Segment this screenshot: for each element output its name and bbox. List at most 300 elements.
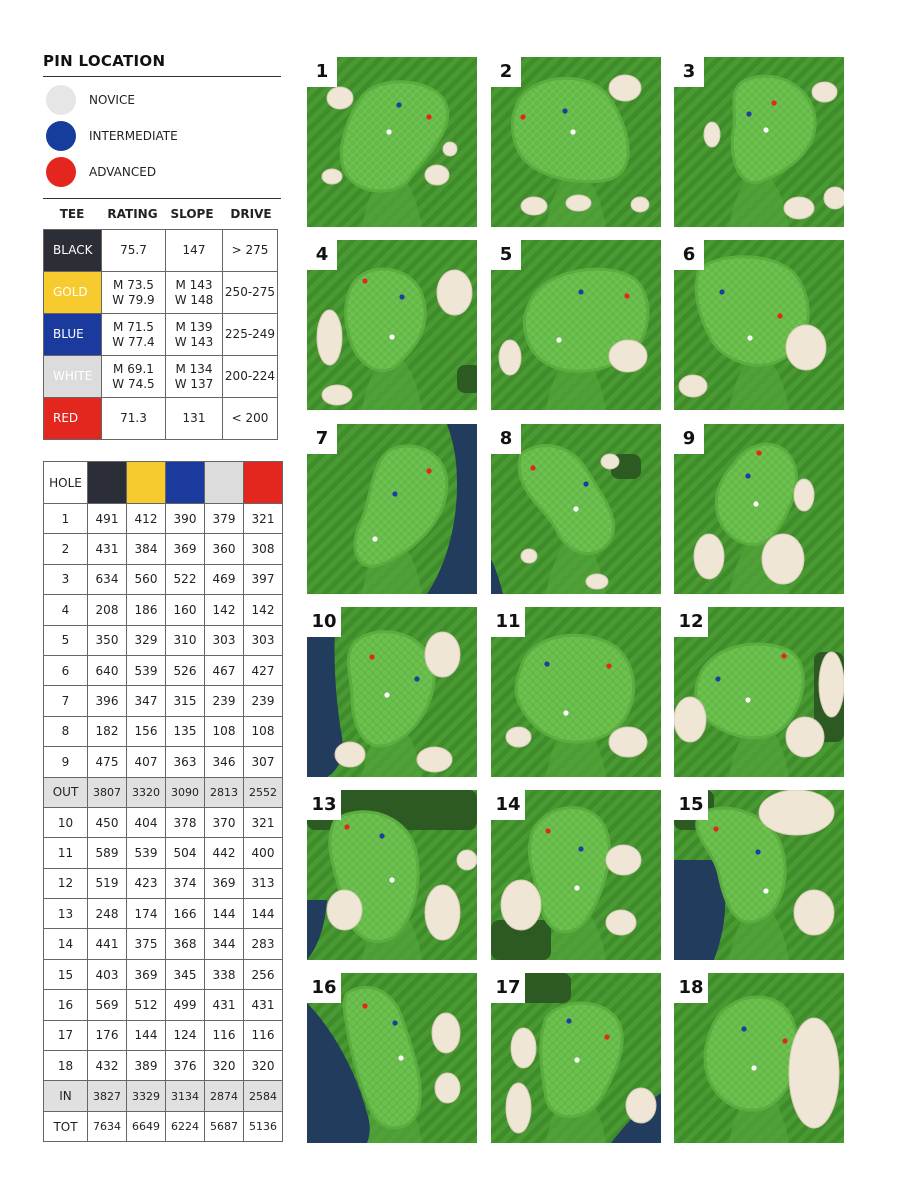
hole-number-label: 5 (491, 240, 521, 270)
hole-header-cell: HOLE (44, 462, 88, 504)
advanced-pin-marker (713, 826, 718, 831)
novice-pin-marker (389, 334, 394, 339)
yardage-cell: 569 (88, 990, 127, 1020)
hole-row (44, 838, 283, 868)
hole-number-label: 10 (307, 607, 341, 637)
yardage-cell: 344 (205, 929, 244, 959)
yardage-cell: 313 (244, 868, 283, 898)
hole-number-label: 12 (674, 607, 708, 637)
hole-row (44, 990, 283, 1020)
tee-row-white (44, 356, 278, 398)
hole-diagram-11 (491, 607, 661, 777)
hole-number-cell: 14 (44, 929, 88, 959)
hole-number-cell: 12 (44, 868, 88, 898)
hole-diagram-13 (307, 790, 477, 960)
hole-number-cell: 15 (44, 959, 88, 989)
novice-pin-marker (751, 1065, 756, 1070)
yardage-cell: 431 (244, 990, 283, 1020)
yardage-cell: 363 (166, 747, 205, 777)
hole-number-cell: 7 (44, 686, 88, 716)
novice-pin-marker (398, 1055, 403, 1060)
yardage-cell: 499 (166, 990, 205, 1020)
novice-pin-marker (372, 536, 377, 541)
tee-row-red (44, 398, 278, 440)
rating-cell (102, 230, 166, 272)
rating-value-women: W 79.9 (112, 292, 155, 307)
hole-number-cell: OUT (44, 777, 88, 807)
tee-name-cell: RED (44, 398, 102, 440)
intermediate-pin-marker (719, 289, 724, 294)
intermediate-pin-marker (544, 661, 549, 666)
tee-row-black (44, 230, 278, 272)
yardage-cell: 144 (244, 899, 283, 929)
yardage-cell: 589 (88, 838, 127, 868)
hole-row (44, 504, 283, 534)
tee-color-swatch (127, 462, 166, 504)
yardage-cell: 116 (205, 1020, 244, 1050)
hole-number-label: 9 (674, 424, 704, 454)
intermediate-pin-marker (379, 833, 384, 838)
scorecard-table (43, 461, 283, 1142)
hole-row (44, 899, 283, 929)
yardage-cell: 256 (244, 959, 283, 989)
yardage-cell: 142 (244, 595, 283, 625)
yardage-cell: 142 (205, 595, 244, 625)
novice-pin-marker (763, 888, 768, 893)
hole-number-label: 11 (491, 607, 525, 637)
yardage-cell: 3134 (166, 1081, 205, 1111)
intermediate-pin-marker (746, 111, 751, 116)
advanced-pin-marker (756, 450, 761, 455)
hole-row (44, 959, 283, 989)
yardage-cell: 239 (205, 686, 244, 716)
hole-diagram-18 (674, 973, 844, 1143)
hole-diagram-5 (491, 240, 661, 410)
novice-pin-marker (753, 501, 758, 506)
yardage-cell: 116 (244, 1020, 283, 1050)
hole-row (44, 747, 283, 777)
drive-cell: > 275 (223, 230, 278, 272)
slope-value-women: W 137 (174, 376, 214, 391)
yardage-cell: 634 (88, 564, 127, 594)
yardage-cell: 3329 (127, 1081, 166, 1111)
yardage-cell: 369 (127, 959, 166, 989)
novice-pin-marker (384, 692, 389, 697)
yardage-cell: 378 (166, 807, 205, 837)
hole-number-cell: 17 (44, 1020, 88, 1050)
legend-label-advanced: ADVANCED (89, 165, 157, 179)
advanced-pin-marker (604, 1034, 609, 1039)
yardage-cell: 248 (88, 899, 127, 929)
rating-value: 75.7 (120, 243, 147, 257)
hole-number-cell: 1 (44, 504, 88, 534)
advanced-pin-marker (782, 1038, 787, 1043)
legend-advanced (46, 157, 156, 187)
yardage-cell: 469 (205, 564, 244, 594)
hole-number-label: 15 (674, 790, 708, 820)
scorecard-header-row (44, 462, 283, 504)
hole-number-cell: 16 (44, 990, 88, 1020)
tee-row-gold (44, 272, 278, 314)
intermediate-pin-marker (715, 676, 720, 681)
drive-cell: < 200 (223, 398, 278, 440)
advanced-pin-marker (426, 468, 431, 473)
yardage-cell: 376 (166, 1051, 205, 1081)
hole-row (44, 534, 283, 564)
yardage-cell: 5136 (244, 1111, 283, 1141)
yardage-cell: 3090 (166, 777, 205, 807)
advanced-pin-dot (46, 157, 76, 187)
hole-number-label: 13 (307, 790, 341, 820)
hole-diagram-14 (491, 790, 661, 960)
advanced-pin-marker (545, 828, 550, 833)
yardage-cell: 6649 (127, 1111, 166, 1141)
novice-pin-marker (573, 506, 578, 511)
legend-label-novice: NOVICE (89, 93, 135, 107)
slope-cell (166, 230, 223, 272)
tee-name-cell: BLUE (44, 314, 102, 356)
hole-row (44, 868, 283, 898)
header-slope: SLOPE (170, 207, 214, 221)
yardage-cell: 108 (244, 716, 283, 746)
advanced-pin-marker (520, 114, 525, 119)
yardage-cell: 2552 (244, 777, 283, 807)
hole-number-label: 16 (307, 973, 341, 1003)
yardage-cell: 3827 (88, 1081, 127, 1111)
advanced-pin-marker (369, 654, 374, 659)
yardage-cell: 124 (166, 1020, 205, 1050)
yardage-cell: 320 (244, 1051, 283, 1081)
intermediate-pin-marker (399, 294, 404, 299)
yardage-cell: 208 (88, 595, 127, 625)
yardage-cell: 345 (166, 959, 205, 989)
advanced-pin-marker (624, 293, 629, 298)
title-divider (43, 76, 281, 77)
yardage-cell: 283 (244, 929, 283, 959)
summary-row (44, 777, 283, 807)
hole-number-label: 1 (307, 57, 337, 87)
rating-cell (102, 356, 166, 398)
hole-number-cell: 9 (44, 747, 88, 777)
slope-value: 147 (182, 243, 206, 257)
hole-diagram-15 (674, 790, 844, 960)
hole-number-cell: 11 (44, 838, 88, 868)
yardage-cell: 400 (244, 838, 283, 868)
yardage-cell: 321 (244, 807, 283, 837)
yardage-cell: 329 (127, 625, 166, 655)
novice-pin-marker (570, 129, 575, 134)
yardage-cell: 6224 (166, 1111, 205, 1141)
intermediate-pin-marker (583, 481, 588, 486)
tee-name-cell: WHITE (44, 356, 102, 398)
intermediate-pin-marker (392, 1020, 397, 1025)
yardage-cell: 307 (244, 747, 283, 777)
novice-pin-marker (574, 1057, 579, 1062)
rating-value: M 71.5 (113, 319, 154, 334)
yardage-cell: 5687 (205, 1111, 244, 1141)
rating-value: M 69.1 (113, 361, 154, 376)
total-row (44, 1111, 283, 1141)
rating-cell (102, 272, 166, 314)
tee-color-swatch (88, 462, 127, 504)
yardage-cell: 431 (205, 990, 244, 1020)
header-drive: DRIVE (230, 207, 272, 221)
yardage-cell: 384 (127, 534, 166, 564)
hole-number-label: 3 (674, 57, 704, 87)
hole-diagram-10 (307, 607, 477, 777)
novice-pin-marker (389, 877, 394, 882)
rating-cell (102, 398, 166, 440)
yardage-cell: 404 (127, 807, 166, 837)
yardage-cell: 491 (88, 504, 127, 534)
rating-cell (102, 314, 166, 356)
slope-value: 131 (182, 411, 206, 425)
intermediate-pin-marker (745, 473, 750, 478)
yardage-cell: 135 (166, 716, 205, 746)
yardage-cell: 397 (244, 564, 283, 594)
hole-row (44, 716, 283, 746)
advanced-pin-marker (344, 824, 349, 829)
hole-row (44, 1051, 283, 1081)
yardage-cell: 432 (88, 1051, 127, 1081)
slope-value: M 143 (175, 277, 213, 292)
hole-diagram-6 (674, 240, 844, 410)
yardage-cell: 144 (205, 899, 244, 929)
yardage-cell: 156 (127, 716, 166, 746)
yardage-cell: 2813 (205, 777, 244, 807)
yardage-cell: 442 (205, 838, 244, 868)
novice-pin-marker (763, 127, 768, 132)
slope-cell (166, 398, 223, 440)
yardage-cell: 369 (205, 868, 244, 898)
hole-number-label: 7 (307, 424, 337, 454)
pin-location-title: PIN LOCATION (43, 52, 166, 70)
tee-rating-table (43, 229, 278, 440)
yardage-cell: 560 (127, 564, 166, 594)
novice-pin-marker (747, 335, 752, 340)
yardage-cell: 186 (127, 595, 166, 625)
slope-value: M 134 (175, 361, 213, 376)
yardage-cell: 390 (166, 504, 205, 534)
novice-pin-dot (46, 85, 76, 115)
yardage-cell: 427 (244, 655, 283, 685)
slope-value-women: W 143 (174, 334, 214, 349)
yardage-cell: 539 (127, 655, 166, 685)
yardage-cell: 338 (205, 959, 244, 989)
yardage-cell: 303 (244, 625, 283, 655)
yardage-cell: 160 (166, 595, 205, 625)
yardage-cell: 467 (205, 655, 244, 685)
hole-number-cell: IN (44, 1081, 88, 1111)
hole-number-label: 2 (491, 57, 521, 87)
yardage-cell: 2584 (244, 1081, 283, 1111)
hole-number-cell: 13 (44, 899, 88, 929)
yardage-cell: 239 (244, 686, 283, 716)
yardage-cell: 441 (88, 929, 127, 959)
hole-row (44, 595, 283, 625)
hole-number-cell: 10 (44, 807, 88, 837)
yardage-cell: 3320 (127, 777, 166, 807)
hole-number-cell: 8 (44, 716, 88, 746)
hole-number-label: 18 (674, 973, 708, 1003)
hole-number-cell: 2 (44, 534, 88, 564)
yardage-cell: 174 (127, 899, 166, 929)
tee-color-swatch (244, 462, 283, 504)
yardage-cell: 412 (127, 504, 166, 534)
hole-row (44, 1020, 283, 1050)
yardage-cell: 3807 (88, 777, 127, 807)
hole-diagram-7 (307, 424, 477, 594)
yardage-cell: 303 (205, 625, 244, 655)
slope-cell (166, 356, 223, 398)
yardage-cell: 539 (127, 838, 166, 868)
hole-row (44, 655, 283, 685)
yardage-cell: 512 (127, 990, 166, 1020)
slope-cell (166, 314, 223, 356)
yardage-cell: 108 (205, 716, 244, 746)
header-tee: TEE (59, 207, 85, 221)
novice-pin-marker (745, 697, 750, 702)
intermediate-pin-marker (414, 676, 419, 681)
yardage-cell: 526 (166, 655, 205, 685)
yardage-cell: 423 (127, 868, 166, 898)
advanced-pin-marker (362, 1003, 367, 1008)
intermediate-pin-dot (46, 121, 76, 151)
yardage-cell: 144 (127, 1020, 166, 1050)
yardage-cell: 369 (166, 534, 205, 564)
intermediate-pin-marker (578, 846, 583, 851)
hole-number-cell: 6 (44, 655, 88, 685)
yardage-cell: 368 (166, 929, 205, 959)
novice-pin-marker (574, 885, 579, 890)
tee-name-cell: BLACK (44, 230, 102, 272)
advanced-pin-marker (781, 653, 786, 658)
legend-intermediate (46, 121, 178, 151)
hole-row (44, 686, 283, 716)
yardage-cell: 166 (166, 899, 205, 929)
intermediate-pin-marker (755, 849, 760, 854)
hole-row (44, 807, 283, 837)
advanced-pin-marker (606, 663, 611, 668)
yardage-cell: 320 (205, 1051, 244, 1081)
yardage-cell: 519 (88, 868, 127, 898)
yardage-cell: 374 (166, 868, 205, 898)
novice-pin-marker (386, 129, 391, 134)
hole-diagram-1 (307, 57, 477, 227)
advanced-pin-marker (426, 114, 431, 119)
yardage-cell: 346 (205, 747, 244, 777)
yardage-cell: 396 (88, 686, 127, 716)
hole-number-cell: 4 (44, 595, 88, 625)
hole-diagram-16 (307, 973, 477, 1143)
hole-number-label: 4 (307, 240, 337, 270)
tee-row-blue (44, 314, 278, 356)
yardage-cell: 7634 (88, 1111, 127, 1141)
summary-row (44, 1081, 283, 1111)
hole-number-cell: 18 (44, 1051, 88, 1081)
slope-value-women: W 148 (174, 292, 214, 307)
yardage-cell: 2874 (205, 1081, 244, 1111)
tee-color-swatch (205, 462, 244, 504)
hole-diagram-4 (307, 240, 477, 410)
hole-number-label: 8 (491, 424, 521, 454)
advanced-pin-marker (530, 465, 535, 470)
hole-diagram-8 (491, 424, 661, 594)
drive-cell: 250-275 (223, 272, 278, 314)
legend-label-intermediate: INTERMEDIATE (89, 129, 178, 143)
yardage-cell: 431 (88, 534, 127, 564)
rating-value-women: W 74.5 (112, 376, 155, 391)
hole-row (44, 564, 283, 594)
intermediate-pin-marker (392, 491, 397, 496)
yardage-cell: 375 (127, 929, 166, 959)
yardage-cell: 450 (88, 807, 127, 837)
legend-divider (43, 198, 281, 199)
intermediate-pin-marker (741, 1026, 746, 1031)
yardage-cell: 389 (127, 1051, 166, 1081)
yardage-cell: 176 (88, 1020, 127, 1050)
legend-novice (46, 85, 135, 115)
yardage-cell: 475 (88, 747, 127, 777)
intermediate-pin-marker (566, 1018, 571, 1023)
yardage-cell: 370 (205, 807, 244, 837)
rating-value: 71.3 (120, 411, 147, 425)
yardage-cell: 360 (205, 534, 244, 564)
hole-number-label: 17 (491, 973, 525, 1003)
drive-cell: 200-224 (223, 356, 278, 398)
yardage-cell: 504 (166, 838, 205, 868)
yardage-cell: 308 (244, 534, 283, 564)
hole-number-cell: TOT (44, 1111, 88, 1141)
yardage-cell: 347 (127, 686, 166, 716)
hole-diagram-3 (674, 57, 844, 227)
hole-diagram-12 (674, 607, 844, 777)
intermediate-pin-marker (396, 102, 401, 107)
advanced-pin-marker (362, 278, 367, 283)
yardage-cell: 310 (166, 625, 205, 655)
yardage-cell: 321 (244, 504, 283, 534)
hole-diagram-9 (674, 424, 844, 594)
yardage-cell: 640 (88, 655, 127, 685)
slope-value: M 139 (175, 319, 213, 334)
tee-table-header (43, 205, 283, 227)
hole-row (44, 929, 283, 959)
intermediate-pin-marker (562, 108, 567, 113)
hole-number-label: 6 (674, 240, 704, 270)
yardage-cell: 182 (88, 716, 127, 746)
intermediate-pin-marker (578, 289, 583, 294)
hole-row (44, 625, 283, 655)
yardage-cell: 407 (127, 747, 166, 777)
yardage-cell: 315 (166, 686, 205, 716)
hole-number-label: 14 (491, 790, 525, 820)
yardage-cell: 379 (205, 504, 244, 534)
rating-value: M 73.5 (113, 277, 154, 292)
header-rating: RATING (107, 207, 158, 221)
hole-number-cell: 5 (44, 625, 88, 655)
slope-cell (166, 272, 223, 314)
advanced-pin-marker (777, 313, 782, 318)
hole-diagram-2 (491, 57, 661, 227)
yardage-cell: 403 (88, 959, 127, 989)
tee-name-cell: GOLD (44, 272, 102, 314)
tee-color-swatch (166, 462, 205, 504)
hole-number-cell: 3 (44, 564, 88, 594)
novice-pin-marker (556, 337, 561, 342)
advanced-pin-marker (771, 100, 776, 105)
rating-value-women: W 77.4 (112, 334, 155, 349)
hole-diagram-17 (491, 973, 661, 1143)
